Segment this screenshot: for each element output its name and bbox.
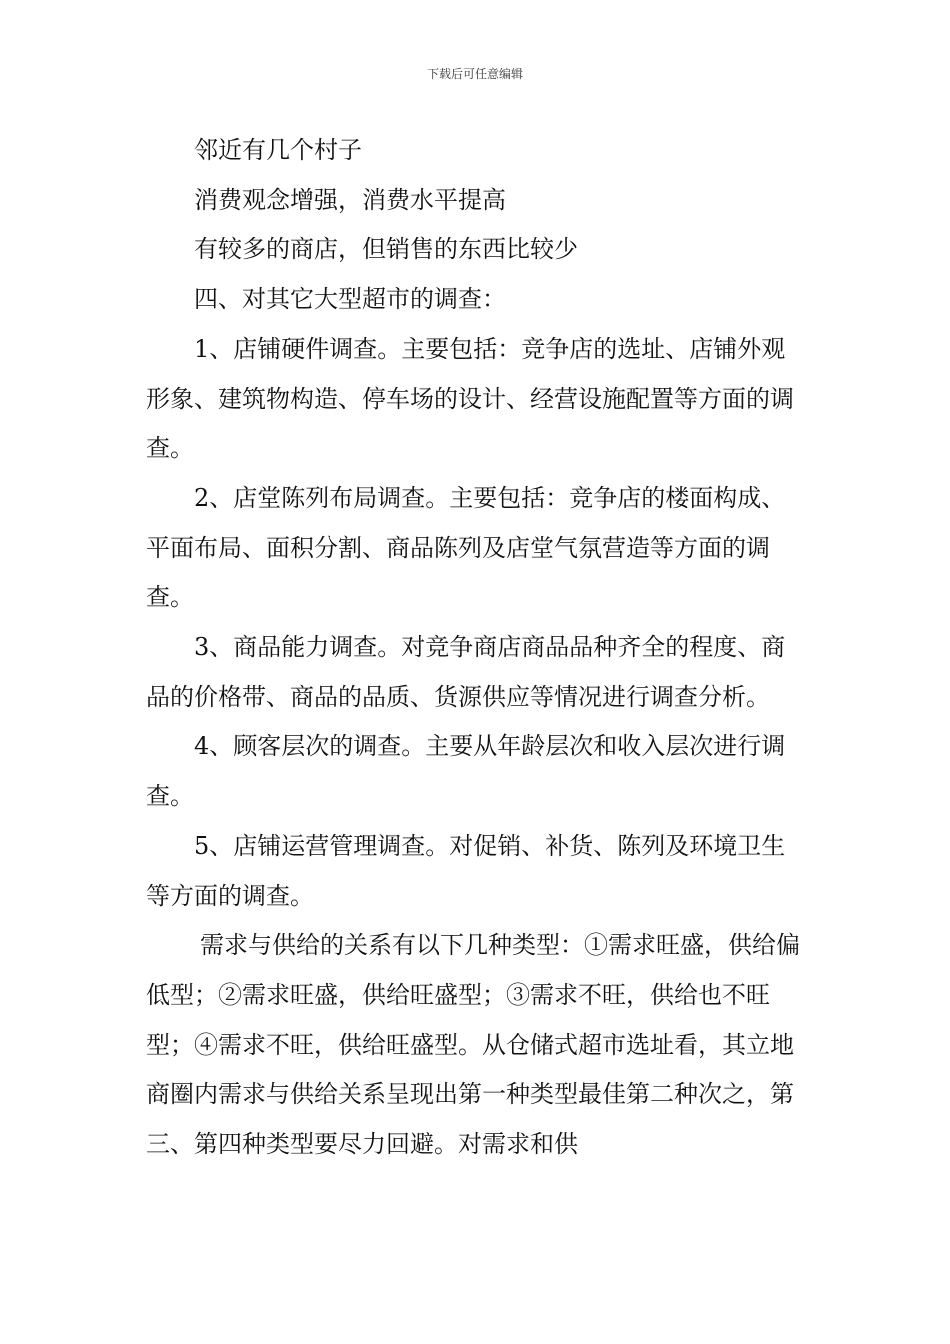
paragraph-consumption: 消费观念增强，消费水平提高 [194, 185, 506, 214]
section-heading-supermarket-survey: 四、对其它大型超市的调查： [194, 285, 506, 314]
paragraph-operations-survey: 5、店铺运营管理调查。对促销、补货、陈列及环境卫生等方面的调查。 [146, 831, 786, 910]
paragraph-supply-demand: 需求与供给的关系有以下几种类型：①需求旺盛，供给偏低型；②需求旺盛，供给旺盛型；③需求不旺，供给也不旺型；④需求不旺，供给旺盛型。从仓储式超市选址看，其立地商圈内需求与供给关系呈现出第一种类型最佳第二种次之，第三、第四种类型要尽力回避。对需求和供 [146, 931, 800, 1159]
page-header: 下载后可任意编辑 [426, 67, 523, 81]
document-body [146, 126, 808, 1170]
paragraph-hardware-survey: 1、店铺硬件调查。主要包括：竞争店的选址、店铺外观形象、建筑物构造、停车场的设计、经营设施配置等方面的调查。 [146, 334, 794, 463]
paragraph-customer-survey: 4、顾客层次的调查。主要从年龄层次和收入层次进行调查。 [146, 732, 786, 811]
paragraph-villages: 邻近有几个村子 [194, 136, 362, 164]
paragraph-merchandise-survey: 3、商品能力调查。对竞争商店商品品种齐全的程度、商品的价格带、商品的品质、货源供应等情况进行调查分析。 [146, 633, 786, 711]
paragraph-shops: 有较多的商店，但销售的东西比较少 [194, 235, 578, 264]
paragraph-layout-survey: 2、店堂陈列布局调查。主要包括：竞争店的楼面构成、平面布局、面积分割、商品陈列及店堂气氛营造等方面的调查。 [146, 483, 786, 612]
